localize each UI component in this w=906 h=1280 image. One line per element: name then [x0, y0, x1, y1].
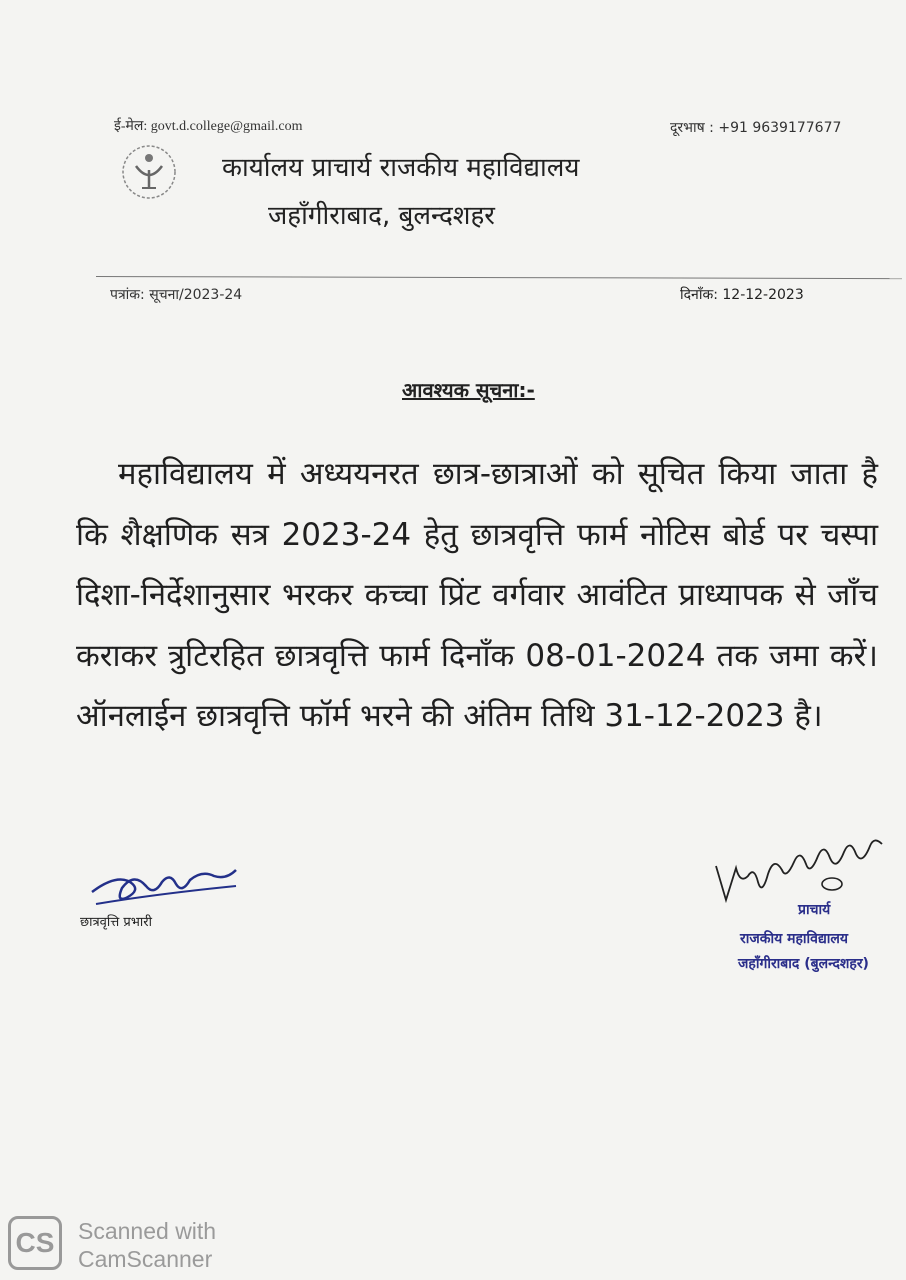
principal-location-stamp: जहाँगीराबाद (बुलन्दशहर): [738, 956, 869, 972]
office-location: जहाँगीराबाद, बुलन्दशहर: [268, 201, 495, 231]
notice-date: दिनाँक: 12-12-2023: [680, 287, 804, 303]
scholarship-incharge-signature: [86, 852, 246, 912]
notice-body: महाविद्यालय में अध्ययनरत छात्र-छात्राओं को सूचित किया जाता है कि शैक्षणिक सत्र 2023-24 हेतु छात्रवृत्ति फार्म नोटिस बोर्ड पर चस्पा दिशा-निर्देशानुसार भरकर कच्चा प्रिंट वर्गवार आवंटित प्राध्यापक से जाँच कराकर त्रुटिरहित छात्रवृत्ति फार्म दिनाँक 08-01-2024 तक जमा करें। ऑनलाईन छात्रवृत्ति फॉर्म भरने की अंतिम तिथि 31-12-2023 है।: [76, 456, 878, 734]
email-address: ई-मेल: govt.d.college@gmail.com: [114, 119, 303, 134]
header-divider: [96, 276, 902, 279]
scholarship-incharge-title: छात्रवृत्ति प्रभारी: [80, 915, 152, 930]
watermark-line2: CamScanner: [78, 1246, 213, 1272]
principal-college-stamp: राजकीय महाविद्यालय: [740, 931, 849, 947]
principal-title: प्राचार्य: [798, 902, 831, 918]
notice-heading: आवश्यक सूचना:-: [402, 378, 535, 402]
watermark-line1: Scanned with: [78, 1218, 217, 1244]
emblem-icon: [118, 140, 180, 204]
phone-number: दूरभाष : +91 9639177677: [670, 120, 842, 136]
office-name: कार्यालय प्राचार्य राजकीय महाविद्यालय: [222, 153, 580, 183]
camscanner-logo-icon: CS: [8, 1216, 62, 1270]
reference-number: पत्रांक: सूचना/2023-24: [110, 287, 243, 303]
